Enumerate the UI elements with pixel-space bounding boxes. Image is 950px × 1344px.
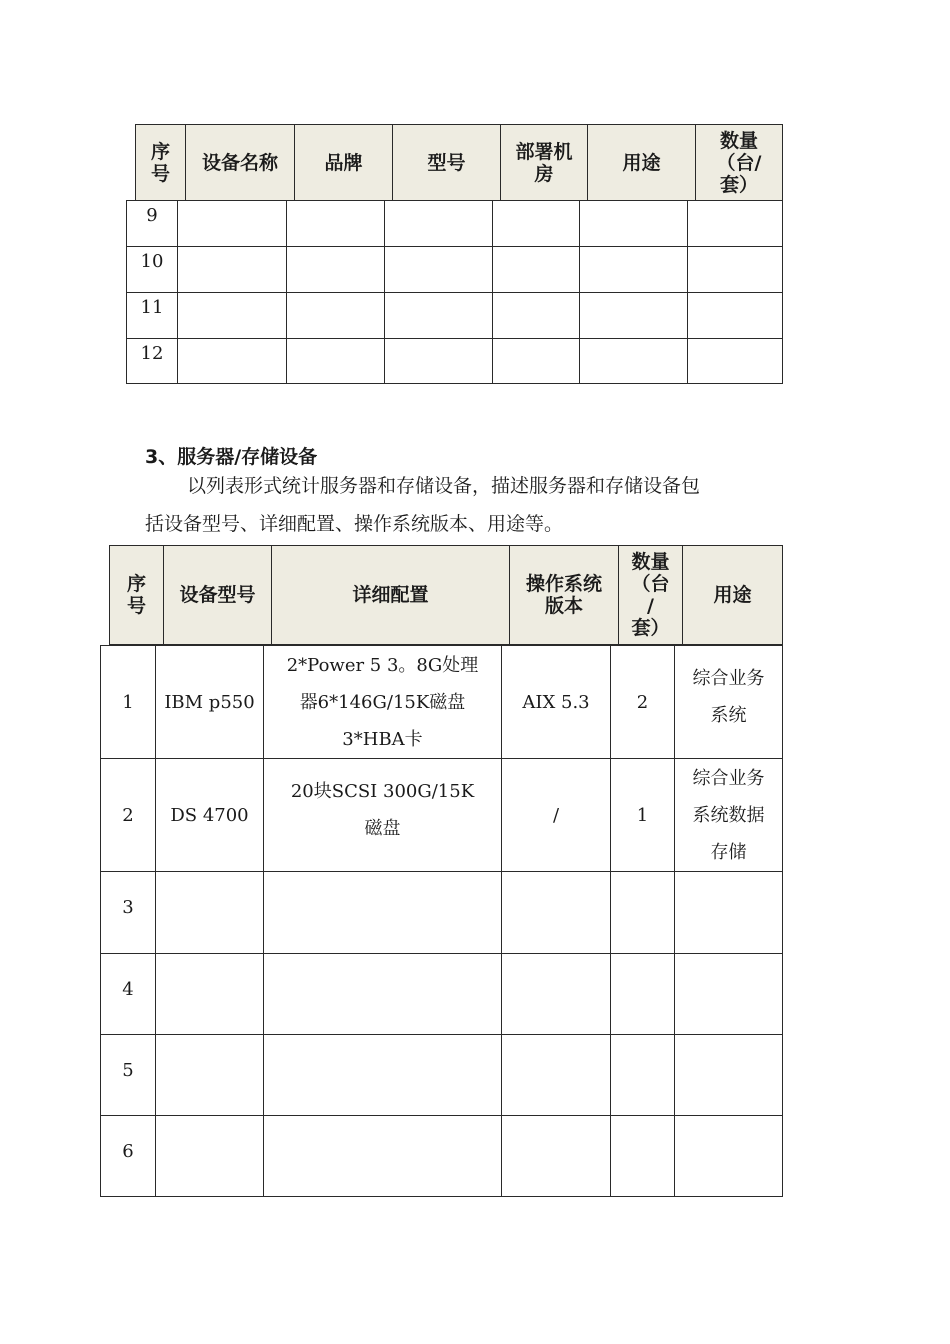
- table1-row-10-no: 10: [126, 246, 178, 293]
- table2-header-qty: 数量 （台 / 套）: [618, 545, 683, 645]
- section-paragraph-line2: 括设备型号、详细配置、操作系统版本、用途等。: [145, 513, 564, 535]
- table2-row-4-cell: [674, 953, 783, 1035]
- table1-row-10-cell: [687, 246, 783, 293]
- table2-row-1-config: 2*Power 5 3。8G处理 器6*146G/15K磁盘 3*HBA卡: [263, 645, 502, 759]
- table1-row-12-no: 12: [126, 338, 178, 384]
- table1-header-qty: 数量 （台/ 套）: [695, 124, 783, 201]
- table2-row-4-no: 4: [100, 953, 156, 1035]
- table1-row-12-cell: [286, 338, 385, 384]
- table1-row-9-cell: [492, 200, 580, 247]
- table1-header-room: 部署机 房: [500, 124, 588, 201]
- table1-header-name: 设备名称: [185, 124, 295, 201]
- table2-row-5-cell: [610, 1034, 675, 1116]
- table2-row-1-os: AIX 5.3: [501, 645, 611, 759]
- table2-row-4-cell: [501, 953, 611, 1035]
- table2-row-6-cell: [610, 1115, 675, 1197]
- section-paragraph-line1: 以列表形式统计服务器和存储设备，描述服务器和存储设备包: [187, 475, 701, 497]
- table2-row-2-os: /: [501, 758, 611, 872]
- table2-row-6-cell: [263, 1115, 502, 1197]
- table2-row-6-cell: [674, 1115, 783, 1197]
- table1-row-11-cell: [286, 292, 385, 339]
- table1-header-use: 用途: [587, 124, 696, 201]
- table1-row-12-cell: [687, 338, 783, 384]
- table2-header-use: 用途: [682, 545, 783, 645]
- table1-row-10-cell: [177, 246, 287, 293]
- table1-row-11-cell: [384, 292, 493, 339]
- table2-row-5-cell: [501, 1034, 611, 1116]
- table2-header-config: 详细配置: [271, 545, 510, 645]
- table2-row-2-config: 20块SCSI 300G/15K 磁盘: [263, 758, 502, 872]
- table2-row-4-cell: [610, 953, 675, 1035]
- table2-row-3-cell: [501, 871, 611, 954]
- table2-row-5-cell: [263, 1034, 502, 1116]
- table2-row-3-cell: [674, 871, 783, 954]
- table2-row-2-use: 综合业务 系统数据 存储: [674, 758, 783, 872]
- table1-row-9-cell: [579, 200, 688, 247]
- table2-row-1-model: IBM p550: [155, 645, 264, 759]
- table1-row-9-cell: [687, 200, 783, 247]
- table2-header-os: 操作系统 版本: [509, 545, 619, 645]
- table2-row-6-cell: [501, 1115, 611, 1197]
- table2-row-3-cell: [263, 871, 502, 954]
- table2-header-no: 序 号: [109, 545, 164, 645]
- table2-row-5-cell: [674, 1034, 783, 1116]
- table1-row-9-cell: [177, 200, 287, 247]
- table1-header-no: 序 号: [135, 124, 186, 201]
- table1-row-11-cell: [177, 292, 287, 339]
- table1-row-9-no: 9: [126, 200, 178, 247]
- table1-row-11-cell: [579, 292, 688, 339]
- table2-row-6-no: 6: [100, 1115, 156, 1197]
- table1-row-11-no: 11: [126, 292, 178, 339]
- table1-row-10-cell: [286, 246, 385, 293]
- table2-row-2-no: 2: [100, 758, 156, 872]
- table2-row-2-qty: 1: [610, 758, 675, 872]
- table1-row-12-cell: [492, 338, 580, 384]
- table1-header-brand: 品牌: [294, 124, 393, 201]
- table1-row-12-cell: [579, 338, 688, 384]
- table2-row-3-cell: [610, 871, 675, 954]
- table1-row-12-cell: [384, 338, 493, 384]
- table1-row-11-cell: [687, 292, 783, 339]
- table2-row-1-use: 综合业务 系统: [674, 645, 783, 759]
- table2-row-5-no: 5: [100, 1034, 156, 1116]
- table1-row-10-cell: [384, 246, 493, 293]
- table2-row-4-cell: [263, 953, 502, 1035]
- table1-row-10-cell: [579, 246, 688, 293]
- table2-row-4-cell: [155, 953, 264, 1035]
- section-heading: 3、服务器/存储设备: [145, 446, 318, 468]
- table2-row-1-no: 1: [100, 645, 156, 759]
- table1-row-12-cell: [177, 338, 287, 384]
- table1-header-model: 型号: [392, 124, 501, 201]
- table2-row-3-no: 3: [100, 871, 156, 954]
- table2-row-2-model: DS 4700: [155, 758, 264, 872]
- table1-row-11-cell: [492, 292, 580, 339]
- table2-row-3-cell: [155, 871, 264, 954]
- table1-row-9-cell: [286, 200, 385, 247]
- table2-header-model: 设备型号: [163, 545, 272, 645]
- table2-row-6-cell: [155, 1115, 264, 1197]
- table1-row-9-cell: [384, 200, 493, 247]
- table2-row-1-qty: 2: [610, 645, 675, 759]
- table2-row-5-cell: [155, 1034, 264, 1116]
- table1-row-10-cell: [492, 246, 580, 293]
